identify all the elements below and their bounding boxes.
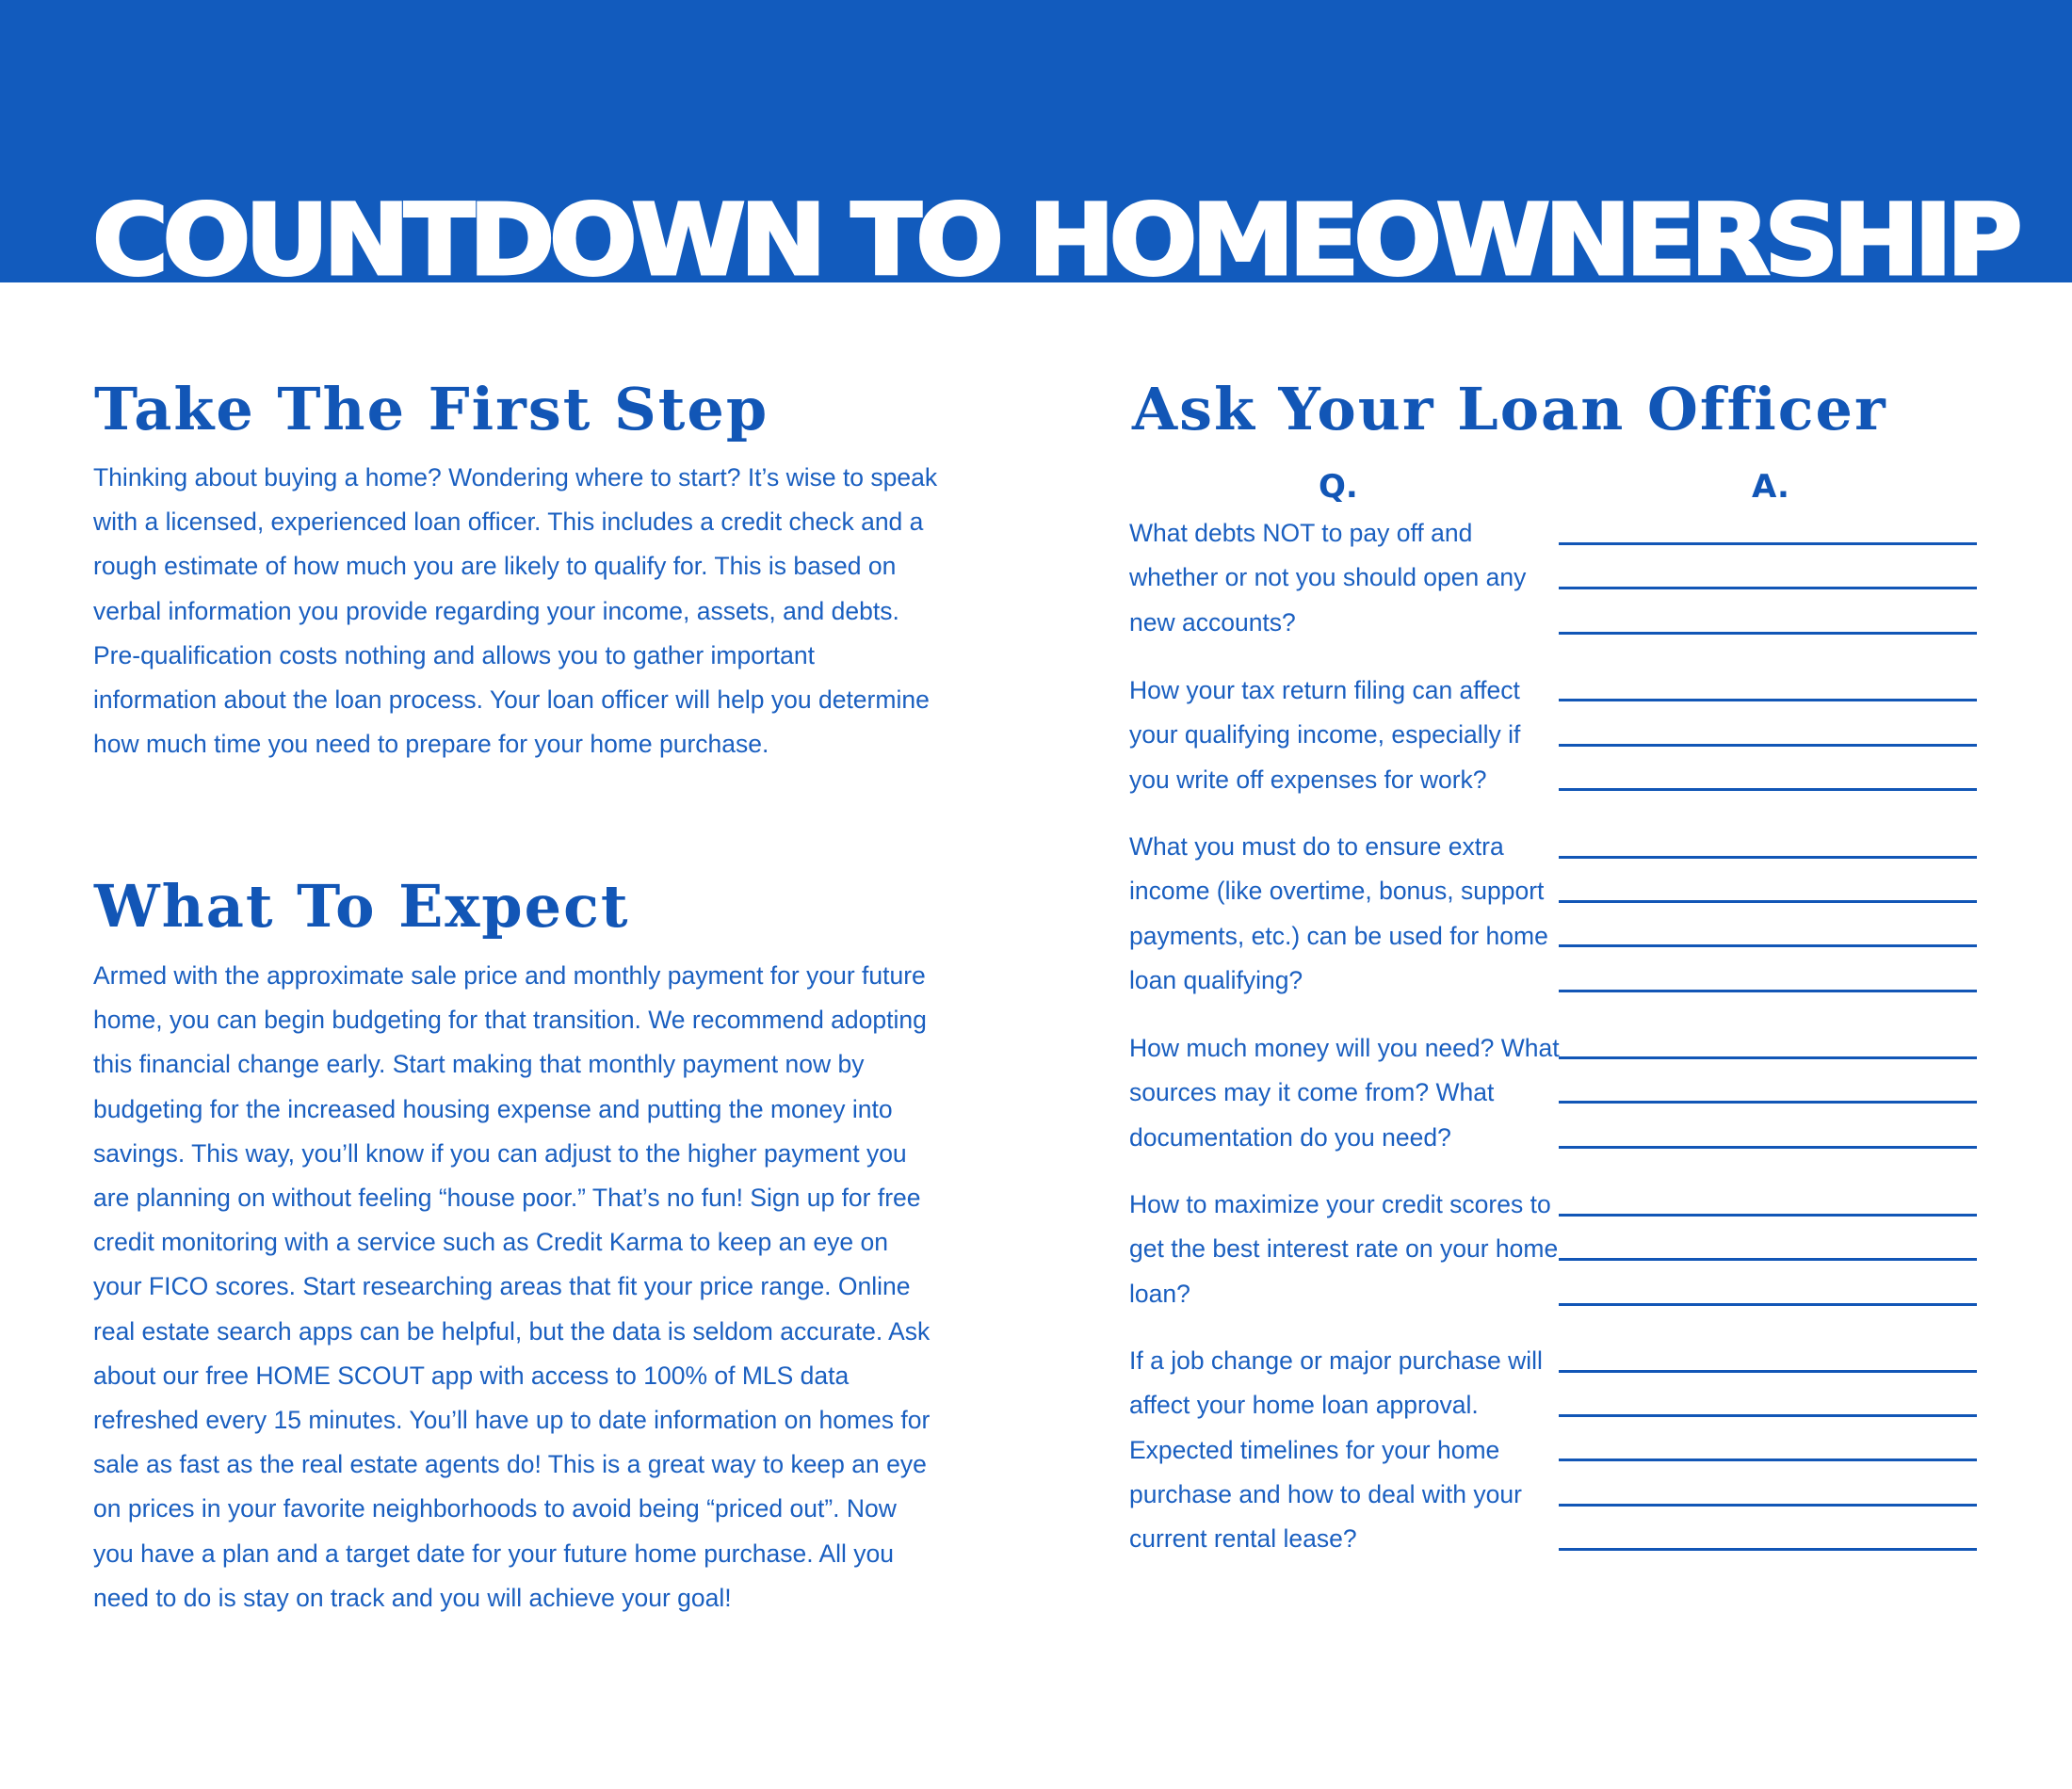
answer-line[interactable] [1559,856,1977,859]
question-item-3: What you must do to ensure extra income (like overtime, bonus, support payments, etc.) can be used for home loan qualifying? [1129,832,1548,994]
answer-line[interactable] [1559,542,1977,545]
question-item-2: How your tax return filing can affect your qualifying income, especially if you write off expenses for work? [1129,676,1521,794]
question-item-6: If a job change or major purchase will affect your home loan approval. Expected timelines for your home purchase and how to deal with your current rental lease? [1129,1346,1543,1554]
answer-line[interactable] [1559,1459,1977,1461]
answer-line[interactable] [1559,788,1977,791]
answer-line[interactable] [1559,1258,1977,1261]
question-item-5: How to maximize your credit scores to get the best interest rate on your home loan? [1129,1190,1559,1308]
answer-line[interactable] [1559,632,1977,635]
answer-line[interactable] [1559,1504,1977,1507]
answer-line[interactable] [1559,1214,1977,1217]
question-item-1: What debts NOT to pay off and whether or not you should open any new accounts? [1129,519,1527,637]
page-title: COUNTDOWN TO HOMEOWNERSHIP [92,183,2017,298]
answer-line[interactable] [1559,699,1977,701]
question-item-4: How much money will you need? What sources may it come from? What documentation do you need? [1129,1034,1560,1152]
loan-officer-heading: Ask Your Loan Officer [1132,375,1887,443]
answer-line[interactable] [1559,1414,1977,1417]
answer-line[interactable] [1559,944,1977,947]
answer-line[interactable] [1559,1146,1977,1149]
answer-line[interactable] [1559,587,1977,589]
answer-line[interactable] [1559,1370,1977,1373]
question-column-label: Q. [1319,468,1358,506]
expect-heading: What To Expect [94,872,630,941]
answer-line[interactable] [1559,1548,1977,1551]
answer-line[interactable] [1559,1056,1977,1059]
first-step-heading: Take The First Step [94,375,769,443]
first-step-body: Thinking about buying a home? Wondering where to start? It’s wise to speak with a licensed, experienced loan officer. This includes a credit check and a rough estimate of how much you are likely to qualify for. This is based on verbal information you provide regarding your income, assets, and debts. Pre-qualification costs nothing and allows you to gather important information about the loan process. Your loan officer will help you determine how much time you need to prepare for your home purchase. [93,463,938,759]
answer-line[interactable] [1559,1303,1977,1306]
expect-body: Armed with the approximate sale price and monthly payment for your future home, you can begin budgeting for that transition. We recommend adopting this financial change early. Start making that monthly payment now by budgeting for the increased housing expense and putting the money into savings. This way, you’ll know if you can adjust to the higher payment you are planning on without feeling “house poor.” That’s no fun! Sign up for free credit monitoring with a service such as Credit Karma to keep an eye on your FICO scores. Start researching areas that fit your price range. Online real estate search apps can be helpful, but the data is seldom accurate. Ask about our free HOME SCOUT app with access to 100% of MLS data refreshed every 15 minutes. You’ll have up to date information on homes for sale as fast as the real estate agents do! This is a great way to keep an eye on prices in your favorite neighborhoods to avoid being “priced out”. Now you have a plan and a target date for your future home purchase. All you need to do is stay on track and you will achieve your goal! [93,961,931,1612]
answer-column-label: A. [1752,468,1789,506]
answer-line[interactable] [1559,1101,1977,1104]
answer-line[interactable] [1559,990,1977,992]
answer-line[interactable] [1559,900,1977,903]
answer-line[interactable] [1559,744,1977,747]
